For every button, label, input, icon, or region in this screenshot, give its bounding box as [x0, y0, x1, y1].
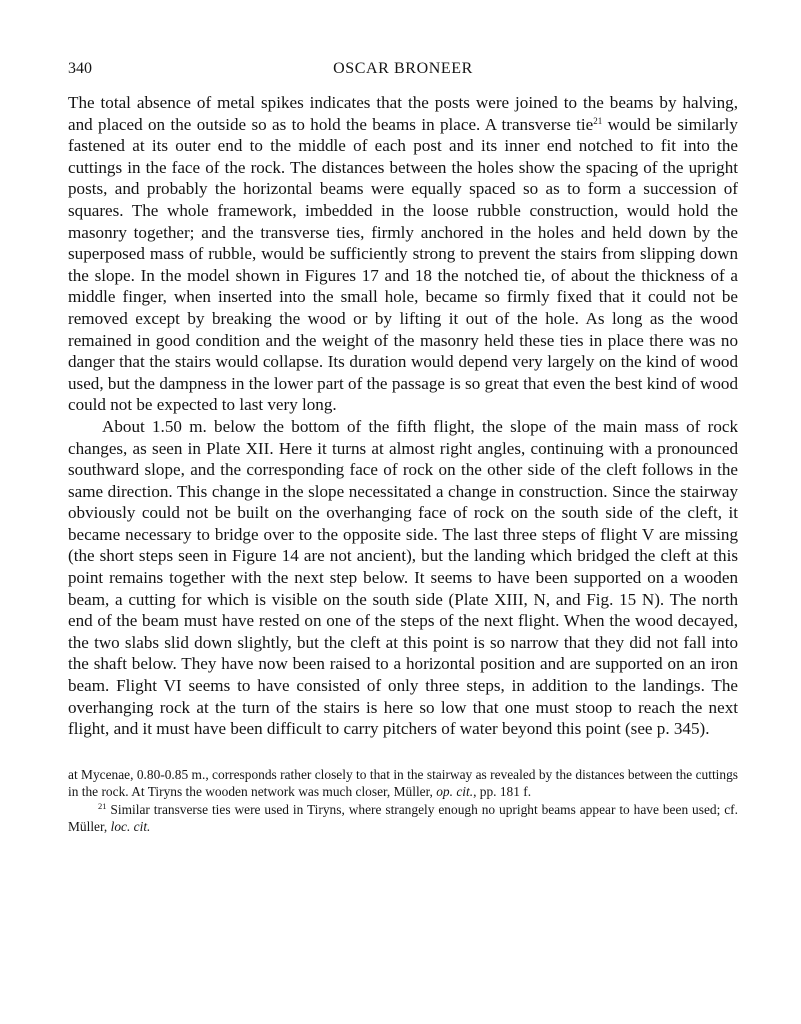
footnote-reference: 21	[593, 115, 603, 126]
paragraph-text: would be similarly fastened at its outer end to the middle of each post and its inner end notched to fit into the cuttings in the face of the rock. The distances between the holes show the spacing of the upright posts, and probably the horizontal beams were equally spaced so as to form a succession of squares. The whole framework, imbedded in the loose rubble construction, would hold the masonry together; and the transverse ties, firmly anchored in the holes and held down by the superposed mass of rubble, would be sufficiently strong to prevent the stairs from slipping down the slope. In the model shown in Figures 17 and 18 the notched tie, of about the thickness of a middle finger, when inserted into the small hole, became so firmly fixed that it could not be removed except by breaking the wood or by lifting it out of the hole. As long as the wood remained in good condition and the weight of the masonry held these ties in place there was no danger that the stairs would collapse. Its duration would depend very largely on the kind of wood used, but the dampness in the lower part of the passage is so great that even the best kind of wood could not be expected to last very long.	[68, 114, 738, 415]
footnote-number: 21	[98, 800, 107, 811]
footnotes	[68, 766, 738, 836]
paragraph-text: The total absence of metal spikes indicates that the posts were joined to the beams by halving, and placed on the outside so as to hold the beams in place. A transverse tie	[68, 93, 738, 134]
footnote-text: Similar transverse ties were used in Tiryns, where strangely enough no upright beams appear to have been used; cf. Müller,	[68, 801, 738, 835]
page-header	[68, 56, 738, 82]
running-head: OSCAR BRONEER	[333, 60, 473, 77]
page-number: 340	[68, 60, 92, 77]
footnote-text: , pp. 181 f.	[473, 784, 532, 800]
footnote-citation: loc. cit.	[110, 819, 151, 835]
footnote-continuation	[68, 766, 738, 801]
paragraph	[68, 92, 738, 416]
document-page	[68, 56, 738, 835]
paragraph: About 1.50 m. below the bottom of the fifth flight, the slope of the main mass of rock changes, as seen in Plate XII. Here it turns at almost right angles, continuing with a pronounced southward slope, and the corresponding face of rock on the other side of the cleft follows in the same direction. This change in the slope necessitated a change in construction. Since the stairway obviously could not be built on the overhanging face of rock on the south side of the cleft, it became necessary to bridge over to the opposite side. The last three steps of flight V are missing (the short steps seen in Figure 14 are not ancient), but the landing which bridged the cleft at this point remains together with the next step below. It seems to have been supported on a wooden beam, a cutting for which is visible on the south side (Plate XIII, N, and Fig. 15 N). The north end of the beam must have rested on one of the steps of the next flight. When the wood decayed, the two slabs slid down slightly, but the cleft at this point is so narrow that they did not fall into the shaft below. They have now been raised to a horizontal position and are supported on an iron beam. Flight VI seems to have consisted of only three steps, in addition to the landings. The overhanging rock at the turn of the stairs is here so low that one must stoop to reach the next flight, and it must have been difficult to carry pitchers of water beyond this point (see p. 345).	[68, 416, 738, 739]
body-text	[68, 92, 738, 740]
footnote-text: at Mycenae, 0.80-0.85 m., corresponds rather closely to that in the stairway as revealed by the distances between the cuttings in the rock. At Tiryns the wooden network was much closer, Müller,	[68, 766, 738, 800]
footnote-21	[68, 801, 738, 836]
footnote-citation: op. cit.	[436, 784, 474, 800]
